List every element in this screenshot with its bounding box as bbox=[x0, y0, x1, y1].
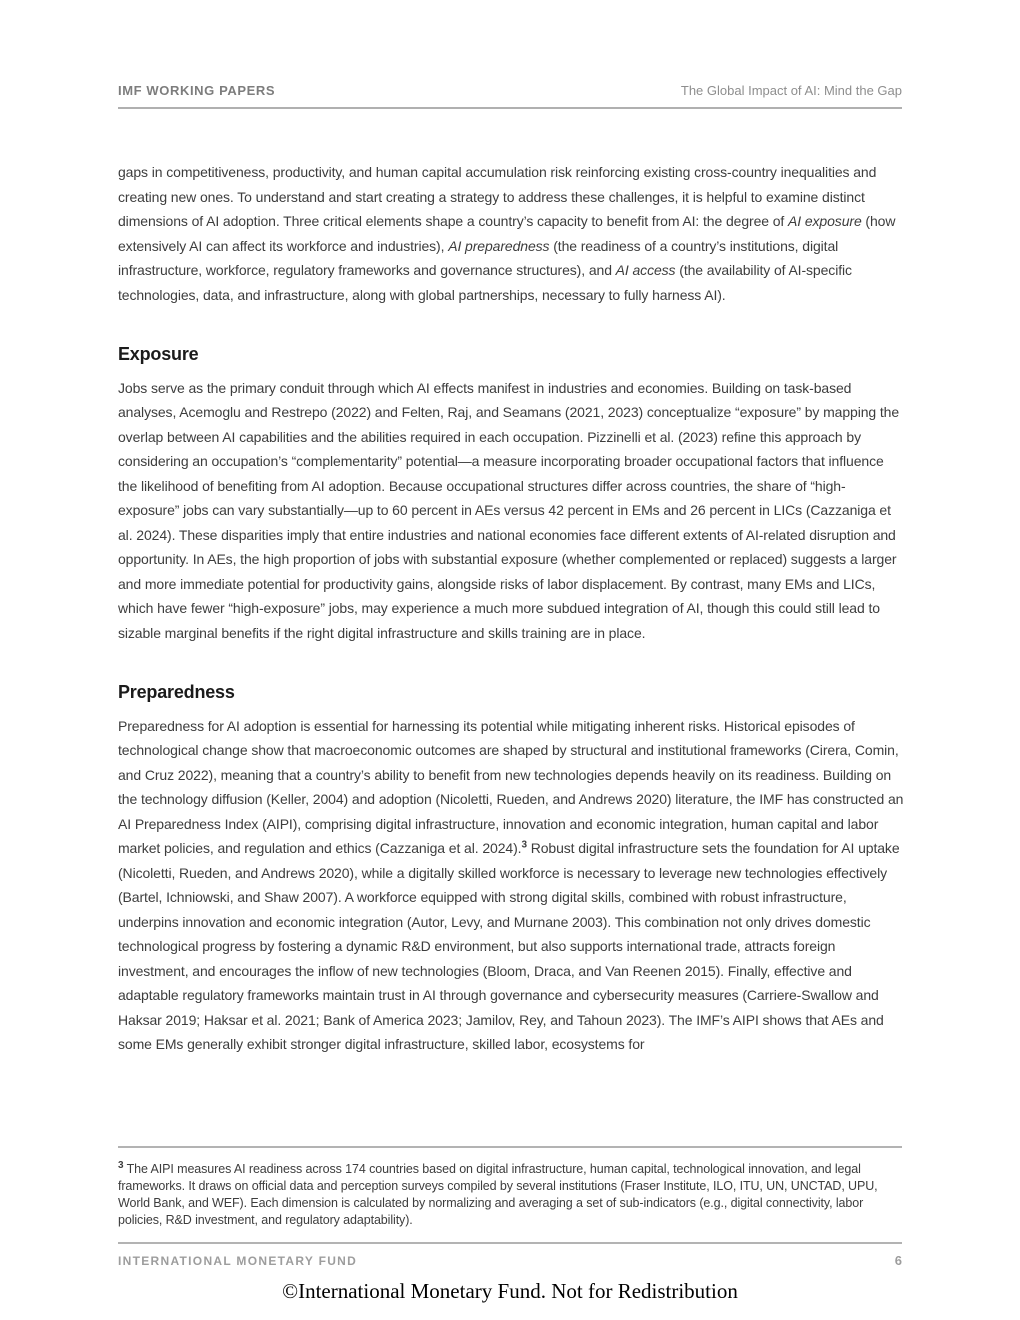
footer-publisher: INTERNATIONAL MONETARY FUND bbox=[118, 1254, 358, 1269]
redistribution-notice: ©International Monetary Fund. Not for Redistribution bbox=[282, 1279, 738, 1303]
section-heading-preparedness: Preparedness bbox=[118, 682, 235, 702]
page-body bbox=[118, 160, 904, 1057]
footnote-separator-rule bbox=[118, 1146, 902, 1148]
section-heading-exposure: Exposure bbox=[118, 344, 199, 364]
page-bottom bbox=[118, 1146, 902, 1268]
page-header bbox=[118, 83, 902, 109]
intro-paragraph: gaps in competitiveness, productivity, and human capital accumulation risk reinforcing existing cross-country inequalities and creating new ones. To understand and start creating a strategy to address these challenges, it is helpful to examine distinct dimensions of AI adoption. Three critical elements shape a country’s capacity to benefit from AI: the degree of AI exposure (how extensively AI can affect its workforce and industries), AI preparedness (the readiness of a country’s institutions, digital infrastructure, workforce, regulatory frameworks and governance structures), and AI access (the availability of AI-specific technologies, data, and infrastructure, along with global partnerships, necessary to fully harness AI). bbox=[118, 164, 896, 303]
exposure-paragraph: Jobs serve as the primary conduit through which AI effects manifest in industries and economies. Building on task-based analyses, Acemoglu and Restrepo (2022) and Felten, Raj, and Seamans (2021, 2023) conceptualize “exposure” by mapping the overlap between AI capabilities and the abilities required in each occupation. Pizzinelli et al. (2023) refine this approach by considering an occupation’s “complementarity” potential—a measure incorporating broader occupational factors that influence the likelihood of benefiting from AI adoption. Because occupational structures differ across countries, the share of “high-exposure” jobs can vary substantially—up to 60 percent in AEs versus 42 percent in EMs and 26 percent in LICs (Cazzaniga et al. 2024). These disparities imply that entire industries and national economies face different extents of AI-related disruption and opportunity. In AEs, the high proportion of jobs with substantial exposure (whether complemented or replaced) suggests a larger and more immediate potential for productivity gains, alongside risks of labor displacement. By contrast, many EMs and LICs, which have fewer “high-exposure” jobs, may experience a much more subdued integration of AI, though this could still lead to sizable marginal benefits if the right digital infrastructure and skills training are in place. bbox=[118, 379, 900, 641]
header-paper-title: The Global Impact of AI: Mind the Gap bbox=[680, 83, 902, 98]
footer-page-number: 6 bbox=[894, 1253, 902, 1269]
page-footer bbox=[118, 1242, 902, 1268]
header-series-title: IMF WORKING PAPERS bbox=[118, 83, 276, 98]
preparedness-paragraph: Preparedness for AI adoption is essential for harnessing its potential while mitigating inherent risks. Historical episodes of technological change show that macroeconomic outcomes are shaped by structural and institutional frameworks (Cirera, Comin, and Cruz 2022), meaning that a country’s ability to benefit from new technologies depends heavily on its readiness. Building on the technology diffusion (Keller, 2004) and adoption (Nicoletti, Rueden, and Andrews 2020) literature, the IMF has constructed an AI Preparedness Index (AIPI), comprising digital infrastructure, innovation and economic integration, human capital and labor market policies, and regulation and ethics (Cazzaniga et al. 2024).$^3$ Robust digital infrastructure sets the foundation for AI uptake (Nicoletti, Rueden, and Andrews 2020), while a digitally skilled workforce is necessary to leverage new technologies effectively (Bartel, Ichniowski, and Shaw 2007). A workforce equipped with strong digital skills, combined with robust infrastructure, underpins innovation and economic integration (Autor, Levy, and Murnane 2003). This combination not only drives domestic technological progress by fostering a dynamic R&D environment, but also supports international trade, attracts foreign investment, and encourages the inflow of new technologies (Bloom, Draca, and Van Reenen 2015). Finally, effective and adaptable regulatory frameworks maintain trust in AI through governance and cybersecurity measures (Carriere-Swallow and Haksar 2019; Haksar et al. 2021; Bank of America 2023; Jamilov, Rey, and Tahoun 2023). The IMF’s AIPI shows that AEs and some EMs generally exhibit stronger digital infrastructure, skilled labor, ecosystems for bbox=[118, 717, 904, 1052]
footnote-3: $^3$ The AIPI measures AI readiness across 174 countries based on digital infrastructure, human capital, technological innovation, and legal frameworks. It draws on official data and perception surveys compiled by several institutions (Fraser Institute, ILO, ITU, UN, UNCTAD, UPU, World Bank, and WEF). Each dimension is calculated by normalizing and averaging a set of sub-indicators (e.g., digital connectivity, labor policies, R&D investment, and regulatory adaptability). bbox=[118, 1159, 878, 1228]
